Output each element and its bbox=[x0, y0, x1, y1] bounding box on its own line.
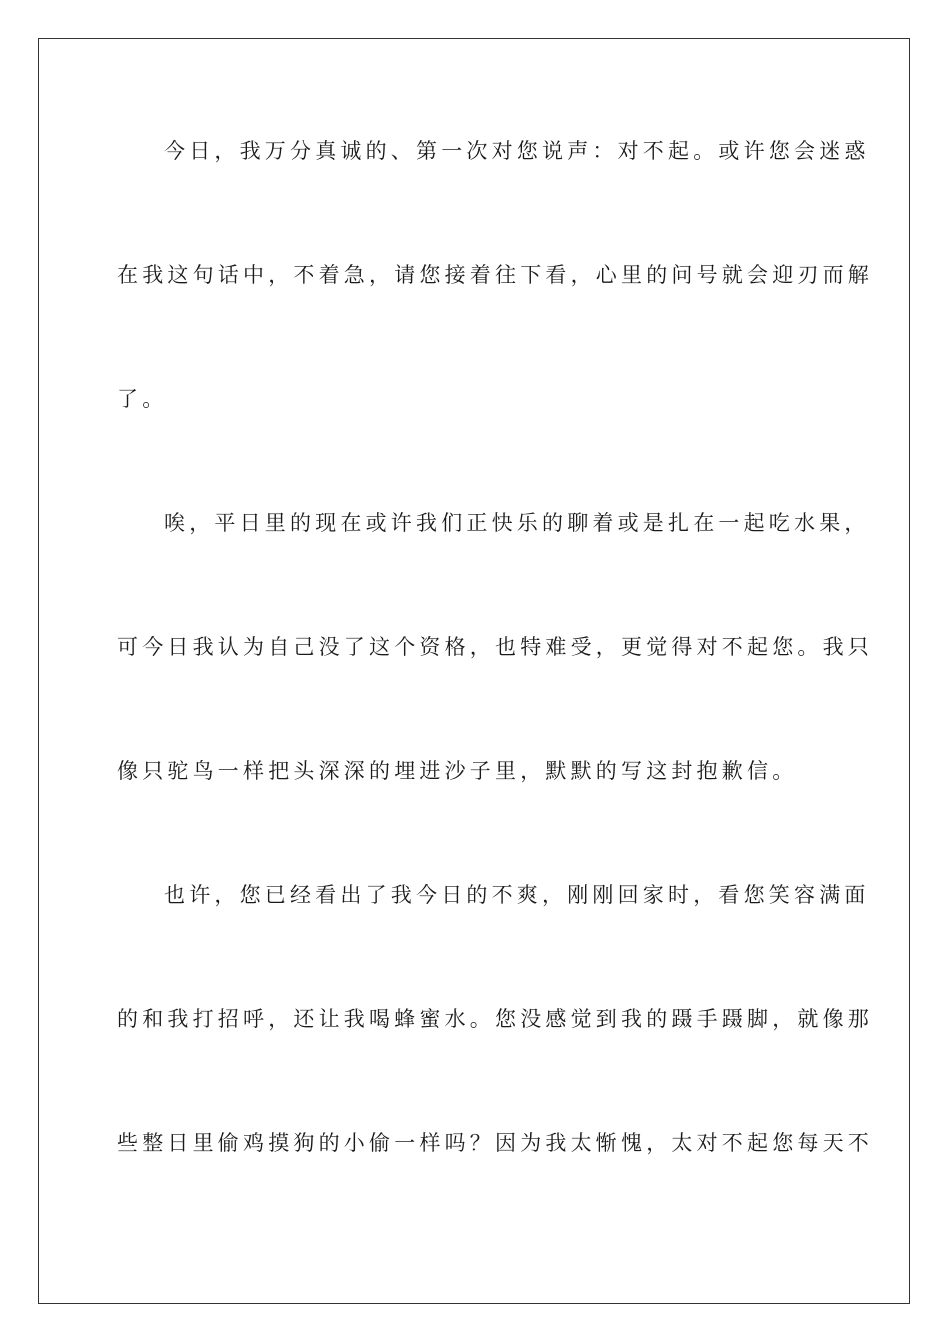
paragraph-3-line-2: 的和我打招呼，还让我喝蜂蜜水。您没感觉到我的蹑手蹑脚，就像那 bbox=[117, 1007, 873, 1031]
paragraph-2-line-2: 可今日我认为自己没了这个资格，也特难受，更觉得对不起您。我只 bbox=[117, 635, 873, 659]
paragraph-3-line-3: 些整日里偷鸡摸狗的小偷一样吗？因为我太惭愧，太对不起您每天不 bbox=[117, 1131, 873, 1155]
paragraph-1-line-1: 今日，我万分真诚的、第一次对您说声：对不起。或许您会迷惑 bbox=[164, 139, 870, 163]
paragraph-2-line-3: 像只驼鸟一样把头深深的埋进沙子里，默默的写这封抱歉信。 bbox=[117, 759, 798, 783]
paragraph-1-line-3: 了。 bbox=[117, 387, 168, 411]
paragraph-1-line-2: 在我这句话中，不着急，请您接着往下看，心里的问号就会迎刃而解 bbox=[117, 263, 873, 287]
paragraph-2-line-1: 唉，平日里的现在或许我们正快乐的聊着或是扎在一起吃水果， bbox=[164, 511, 870, 535]
page-border bbox=[38, 38, 910, 1304]
paragraph-3-line-1: 也许，您已经看出了我今日的不爽，刚刚回家时，看您笑容满面 bbox=[164, 883, 870, 907]
